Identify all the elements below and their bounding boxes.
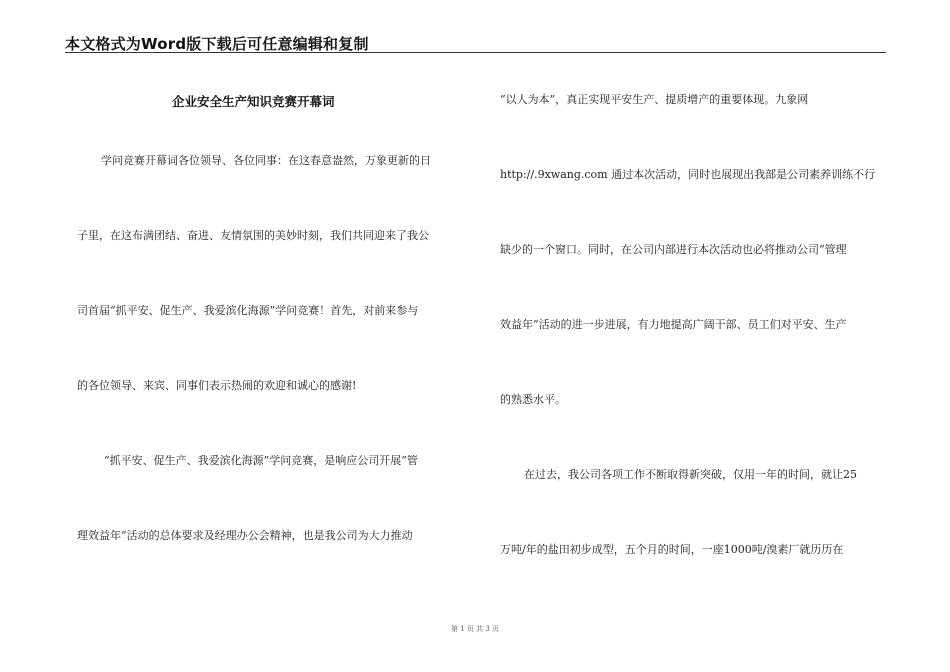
right-line-3: 缺少的一个窗口。同时，在公司内部进行本次活动也必将推动公司“管理	[500, 243, 847, 256]
left-line-5: “抓平安、促生产、我爱滨化海源”学问竞赛，是响应公司开展“管	[104, 454, 418, 467]
right-line-7: 万吨/年的盐田初步成型，五个月的时间，一座1000吨/溴素厂就历历在	[500, 543, 844, 556]
right-line-2: http://.9xwang.com 通过本次活动，同时也展现出我部是公司素养训练不行	[500, 168, 876, 181]
left-line-4: 的各位领导、来宾、同事们表示热闹的欢迎和诚心的感谢!	[77, 379, 357, 392]
left-line-1: 学问竞赛开幕词各位领导、各位同事：在这春意盎然，万象更新的日	[101, 154, 431, 167]
left-line-3: 司首届“抓平安、促生产、我爱滨化海源”学问竞赛！首先，对前来参与	[77, 304, 419, 317]
right-line-5: 的熟悉水平。	[500, 393, 566, 406]
left-line-2: 子里，在这布满团结、奋进、友情氛围的美妙时刻，我们共同迎来了我公	[77, 229, 429, 242]
document-title: 企业安全生产知识竞赛开幕词	[172, 94, 335, 109]
right-line-6: 在过去，我公司各项工作不断取得新突破，仅用一年的时间，就让25	[524, 468, 857, 481]
left-line-6: 理效益年”活动的总体要求及经理办公会精神，也是我公司为大力推动	[77, 529, 413, 542]
page-number: 第 1 页 共 3 页	[450, 625, 500, 633]
header-divider	[65, 52, 886, 53]
right-line-4: 效益年”活动的进一步进展，有力地提高广阔干部、员工们对平安、生产	[500, 318, 847, 331]
right-line-1: “以人为本”，真正实现平安生产、提质增产的重要体现。九象网	[500, 93, 809, 106]
download-banner: 本文格式为Word版下载后可任意编辑和复制	[65, 35, 369, 53]
